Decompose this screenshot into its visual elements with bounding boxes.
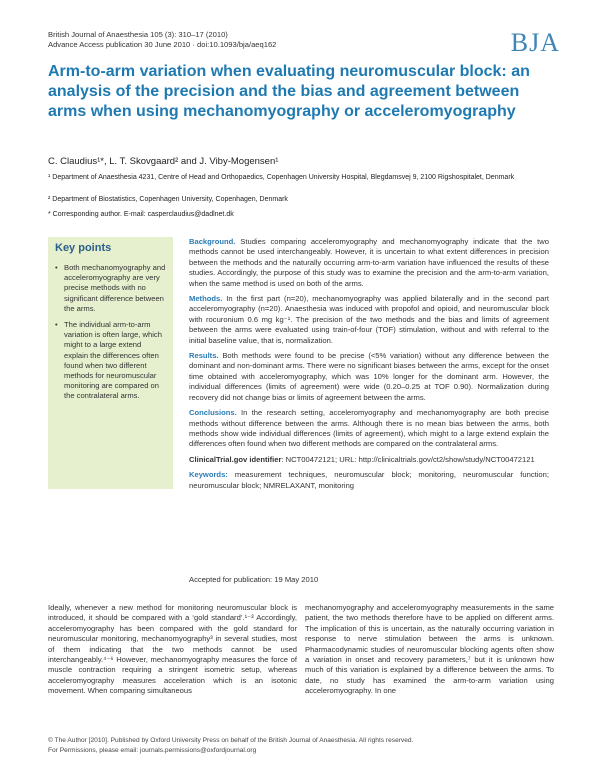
conclusions-label: Conclusions. bbox=[189, 408, 237, 418]
permissions-line: For Permissions, please email: journals.permissions@oxfordjournal.org bbox=[48, 746, 257, 754]
key-points-box bbox=[48, 237, 173, 489]
body-column-right: mechanomyography and acceleromyography measurements in the same patient, the two methods therefore have to be applied on different arms. The implication of this is uncertain, as the naturally occurring variation in response to nerve stimulation between the arms is unknown. Pharmacodynamic studies of neuromuscular blocking agents often show a variation in onset and recovery parameters,⁷ but it is unknown how much of this variation is explained by a difference between the arms. To date, no study has examined the arm-to-arm variation using acceleromyography. In one bbox=[305, 603, 554, 696]
trial-text: : NCT00472121; URL: http://clinicaltrials.gov/ct2/show/study/NCT00472121 bbox=[281, 454, 535, 464]
affiliation-2: ² Department of Biostatistics, Copenhagen University, Copenhagen, Denmark bbox=[48, 196, 288, 203]
key-point-item: • Both mechanomyography and acceleromyography are very precise methods with no significant difference between the arms. bbox=[64, 263, 167, 314]
keywords bbox=[189, 470, 549, 491]
methods-label: Methods. bbox=[189, 294, 223, 304]
keywords-text: measurement techniques, neuromuscular block; monitoring, neuromuscular function; neuromuscular block; NMRELAXANT, monitoring bbox=[189, 470, 549, 490]
key-points-heading: Key points bbox=[55, 242, 112, 254]
clinical-trial bbox=[189, 455, 549, 465]
abstract bbox=[189, 237, 549, 496]
abstract-background bbox=[189, 237, 549, 289]
results-label: Results. bbox=[189, 351, 219, 361]
methods-text: In the first part (n=20), mechanomyography was applied bilaterally and in the second part acceleromyography (n=20). Anaesthesia was induced with propofol and opioid, and neuromuscular block with rocuronium 0.6 mg kg⁻¹. The precision of the two methods and the bias and limits of agreement between the arms were evaluated using train-of-four (TOF) stimulation, without and with referral to the initial baseline value, that is, normalization. bbox=[189, 294, 549, 345]
author-list: C. Claudius¹*, L. T. Skovgaard² and J. Viby-Mogensen¹ bbox=[48, 156, 279, 167]
abstract-methods bbox=[189, 294, 549, 346]
results-text: Both methods were found to be precise (<5% variation) without any difference between the dominant and non-dominant arms. There were no significant biases between the arms, except for the onset time obtained with acceleromyography, which was 10% longer for the dominant arm. However, the individual differences (limits of agreement) were wide (0.20–0.25 at TOF 0.90). Normalization during recovery did not change bias or limits of agreement between the arms. bbox=[189, 351, 549, 402]
accepted-date: Accepted for publication: 19 May 2010 bbox=[189, 575, 319, 584]
advance-access-line: Advance Access publication 30 June 2010 · doi:10.1093/bja/aeq162 bbox=[48, 40, 277, 49]
key-points-list bbox=[48, 263, 173, 402]
body-column-left: Ideally, whenever a new method for monitoring neuromuscular block is introduced, it should be compared with a ‘gold standard’.¹⁻³ Accordingly, acceleromyography has been compared with the gold standard for neuromuscular monitoring, mechanomyography³ in several studies, most of them indicating that the two methods cannot be used interchangeably.⁴⁻⁶ However, mechanomyography measures the force of muscle contraction requiring a stringent isometric setup, whereas acceleromyography measures acceleration which is an isotonic movement. When comparing simultaneous bbox=[48, 603, 297, 696]
article-title: Arm-to-arm variation when evaluating neuromuscular block: an analysis of the precision and the bias and agreement between arms when using mechanomyography or acceleromyography bbox=[48, 63, 530, 120]
corresponding-author: * Corresponding author. E-mail: casperclaudius@dadlnet.dk bbox=[48, 211, 234, 218]
trial-label: ClinicalTrial.gov identifier bbox=[189, 454, 282, 464]
conclusions-text: In the research setting, acceleromyography and mechanomyography are both precise methods without difference between the arms. Although there is no mean bias between the arms, both methods show wide individual differences (limits of agreement), which might to a large extend explain the differences often found when two different methods are compared on the contralateral arms. bbox=[189, 408, 549, 449]
copyright-line: © The Author [2010]. Published by Oxford University Press on behalf of the British Journal of Anaesthesia. All rights reserved. bbox=[48, 737, 414, 744]
copyright-footer bbox=[48, 736, 413, 755]
journal-citation: British Journal of Anaesthesia 105 (3): 310–17 (2010) bbox=[48, 30, 228, 39]
abstract-results bbox=[189, 351, 549, 403]
keywords-label: Keywords: bbox=[189, 470, 228, 480]
background-label: Background. bbox=[189, 237, 236, 246]
background-text: Studies comparing acceleromyography and mechanomyography indicate that the two methods cannot be used interchangeably. However, it is uncertain to what extent differences in precision between the methods and the naturally occurring arm-to-arm variation have influenced the results of these studies. Accordingly, the purpose of this study was to examine the precision and the arm-to-arm variation, when the same method is used on both of the arms. bbox=[189, 237, 549, 288]
abstract-conclusions bbox=[189, 408, 549, 450]
key-point-item: • The individual arm-to-arm variation is often large, which might to a large extend explain the differences often found when two different methods for neuromuscular monitoring are compared on the contralateral arms. bbox=[64, 320, 167, 402]
journal-logo: BJA bbox=[510, 28, 560, 57]
affiliation-1: ¹ Department of Anaesthesia 4231, Centre of Head and Orthopaedics, Copenhagen University Hospital, Blegdamsvej 9, 2100 Rigshospitalet, Denmark bbox=[48, 174, 515, 181]
journal-header bbox=[48, 30, 276, 50]
